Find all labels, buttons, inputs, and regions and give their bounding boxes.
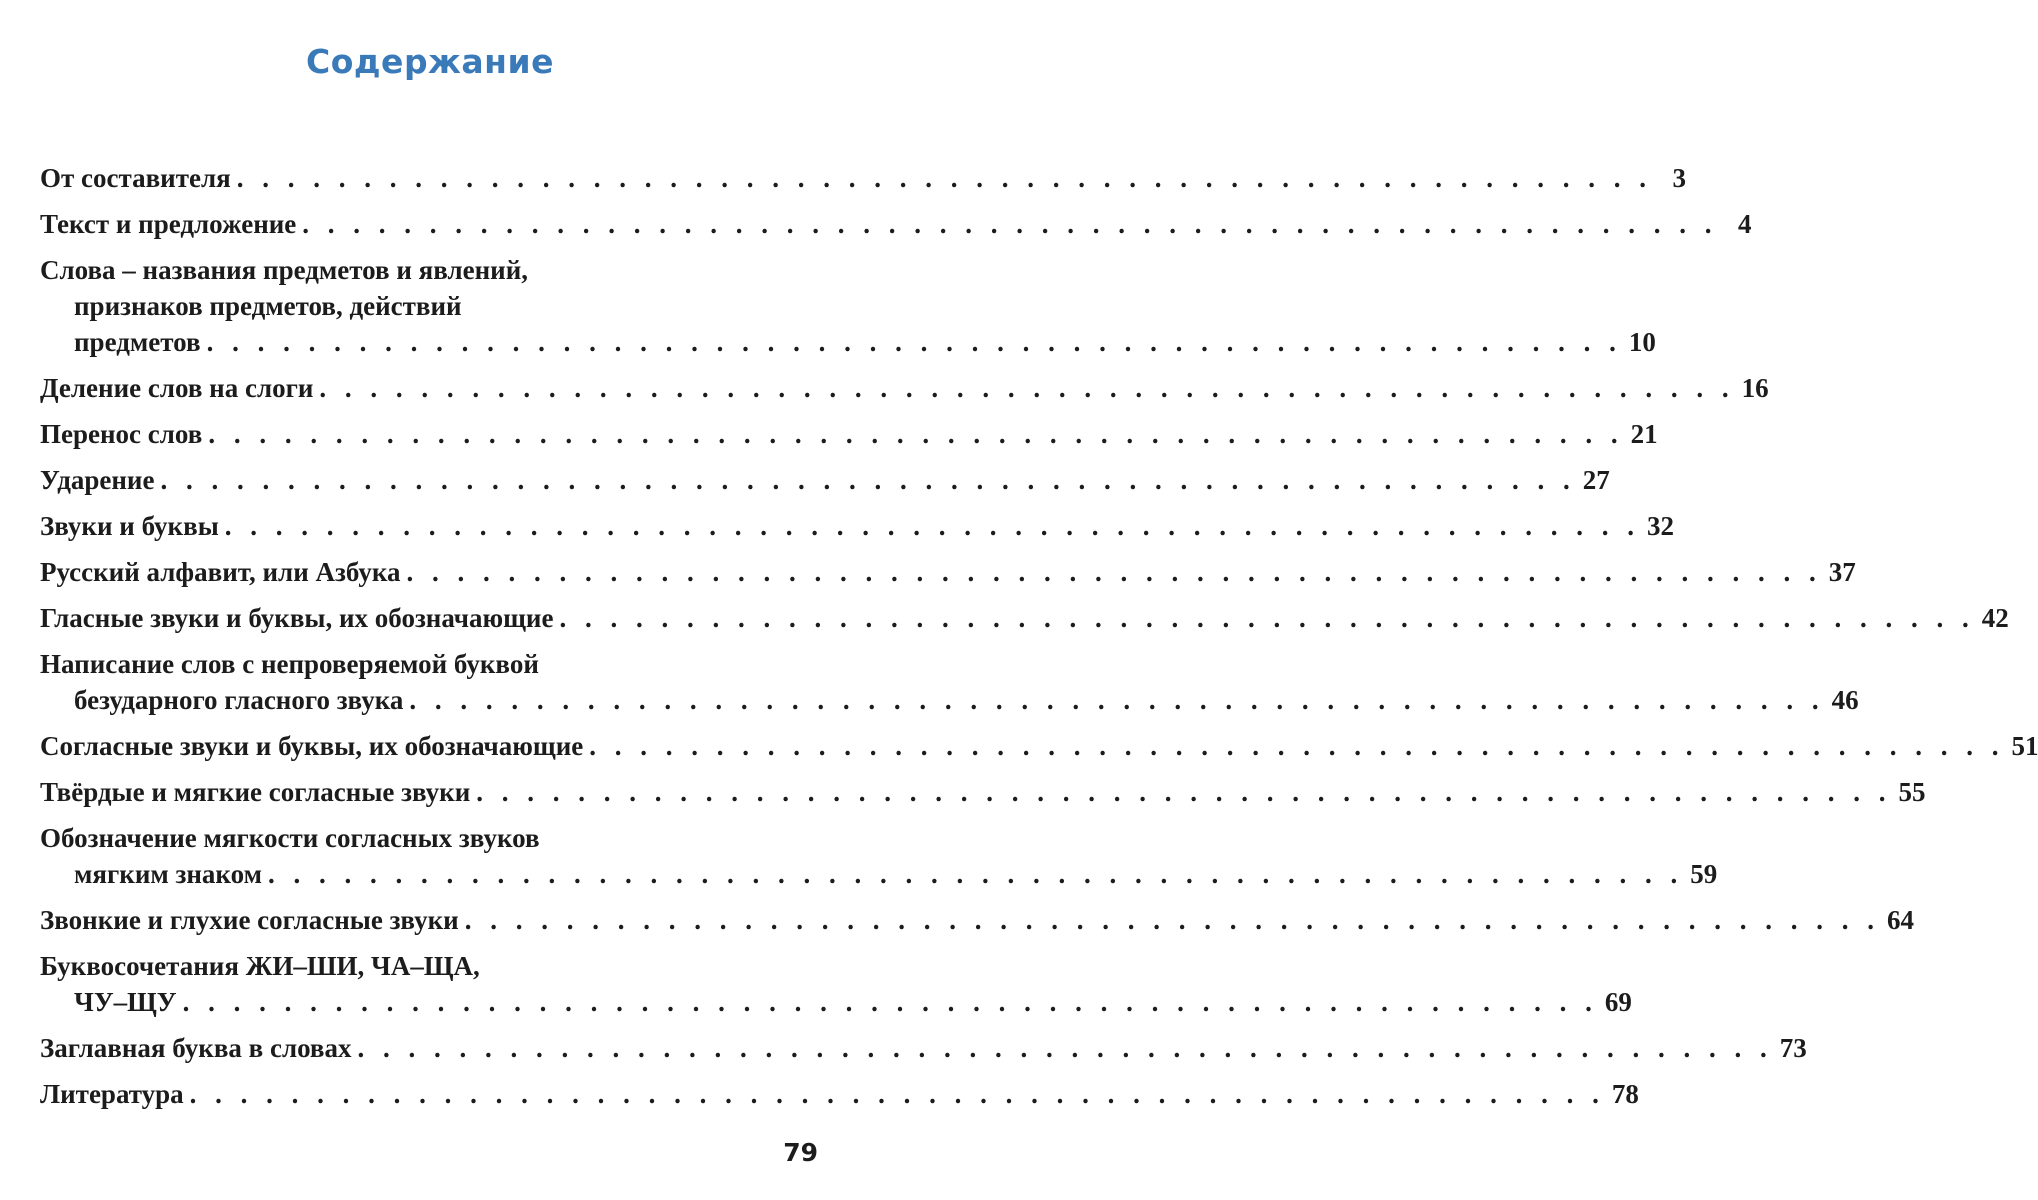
- dot-leader: . . . . . . . . . . . . . . . . . . . . . . . . . . . . . . . . . . . . . . . . . . . . . . . . . . . . . . . .: [208, 419, 1624, 449]
- toc-entry: [40, 416, 1658, 452]
- toc-entry-title: Звуки и буквы: [40, 511, 219, 541]
- toc-entry-title: Ударение: [40, 465, 155, 495]
- toc-entry-row: [40, 324, 1656, 360]
- toc-entry: [40, 370, 1769, 406]
- toc-entry-row: [40, 206, 1752, 242]
- toc-page-number: 37: [1828, 557, 1856, 587]
- dot-leader: . . . . . . . . . . . . . . . . . . . . . . . . . . . . . . . . . . . . . . . . . . . . . . . . . . . . . . . .: [409, 685, 1825, 715]
- toc-entry-row: [40, 984, 1632, 1020]
- toc-entry-title: Деление слов на слоги: [40, 373, 314, 403]
- dot-leader: . . . . . . . . . . . . . . . . . . . . . . . . . . . . . . . . . . . . . . . . . . . . . . . . . . . . . . . .: [268, 859, 1684, 889]
- toc-entry: [40, 160, 1686, 196]
- toc-entry-row: [40, 416, 1658, 452]
- toc-page-number: 42: [1981, 603, 2009, 633]
- toc-entry-title: Гласные звуки и буквы, их обозначающие: [40, 603, 554, 633]
- toc-entry-row: [40, 774, 1926, 810]
- dot-leader: . . . . . . . . . . . . . . . . . . . . . . . . . . . . . . . . . . . . . . . . . . . . . . . . . . . . . . . .: [302, 209, 1718, 239]
- page-number: 79: [783, 1138, 818, 1167]
- dot-leader: . . . . . . . . . . . . . . . . . . . . . . . . . . . . . . . . . . . . . . . . . . . . . . . . . . . . . . . .: [559, 603, 1975, 633]
- toc-entry-title: Русский алфавит, или Азбука: [40, 557, 401, 587]
- toc-entry: [40, 820, 1718, 892]
- toc-entry-row: [40, 1030, 1807, 1066]
- toc-entry: [40, 1030, 1807, 1066]
- dot-leader: . . . . . . . . . . . . . . . . . . . . . . . . . . . . . . . . . . . . . . . . . . . . . . . . . . . . . . . .: [357, 1033, 1773, 1063]
- toc-entry-row: [40, 508, 1675, 544]
- dot-leader: . . . . . . . . . . . . . . . . . . . . . . . . . . . . . . . . . . . . . . . . . . . . . . . . . . . . . . . .: [236, 163, 1652, 193]
- dot-leader: . . . . . . . . . . . . . . . . . . . . . . . . . . . . . . . . . . . . . . . . . . . . . . . . . . . . . . . .: [224, 511, 1641, 541]
- toc-entry-title: Текст и предложение: [40, 209, 297, 239]
- toc-page-number: 4: [1738, 209, 1752, 239]
- toc-entry-row: [40, 856, 1718, 892]
- toc-entry: [40, 774, 1926, 810]
- toc-entry-line: признаков предметов, действий: [74, 291, 462, 321]
- dot-leader: . . . . . . . . . . . . . . . . . . . . . . . . . . . . . . . . . . . . . . . . . . . . . . . . . . . . . . . .: [589, 731, 2005, 761]
- toc-entry-title: Перенос слов: [40, 419, 203, 449]
- toc-entry-row: [40, 554, 1856, 590]
- toc-page-number: 69: [1604, 987, 1632, 1017]
- dot-leader: . . . . . . . . . . . . . . . . . . . . . . . . . . . . . . . . . . . . . . . . . . . . . . . . . . . . . . . .: [189, 1079, 1605, 1109]
- dot-leader: . . . . . . . . . . . . . . . . . . . . . . . . . . . . . . . . . . . . . . . . . . . . . . . . . . . . . . . .: [206, 327, 1622, 357]
- toc-entry-title: безударного гласного звука: [74, 685, 404, 715]
- toc-entry-row: [40, 160, 1686, 196]
- toc-entry-row: [40, 462, 1610, 498]
- toc-entry-line: Слова – названия предметов и явлений,: [40, 255, 529, 285]
- toc-page-number: 21: [1630, 419, 1658, 449]
- dot-leader: . . . . . . . . . . . . . . . . . . . . . . . . . . . . . . . . . . . . . . . . . . . . . . . . . . . . . . . .: [476, 777, 1892, 807]
- toc-entry-title: Твёрдые и мягкие согласные звуки: [40, 777, 471, 807]
- toc-entry: [40, 600, 2009, 636]
- dot-leader: . . . . . . . . . . . . . . . . . . . . . . . . . . . . . . . . . . . . . . . . . . . . . . . . . . . . . . . .: [182, 987, 1598, 1017]
- toc-entry-title: Заглавная буква в словах: [40, 1033, 352, 1063]
- toc-entry: [40, 252, 1656, 360]
- toc-entry: [40, 902, 1914, 938]
- toc-entry-line: Написание слов с непроверяемой буквой: [40, 649, 539, 679]
- toc-entry-line: Обозначение мягкости согласных звуков: [40, 823, 540, 853]
- toc-entry-title: предметов: [74, 327, 201, 357]
- dot-leader: . . . . . . . . . . . . . . . . . . . . . . . . . . . . . . . . . . . . . . . . . . . . . . . . . . . . . . . .: [319, 373, 1735, 403]
- toc-entry-row: [40, 682, 1859, 718]
- toc-page-number: 46: [1831, 685, 1859, 715]
- toc-page-number: 3: [1672, 163, 1686, 193]
- toc-entry: [40, 948, 1632, 1020]
- toc-entry-row: [40, 902, 1914, 938]
- toc-page-number: 32: [1647, 511, 1675, 541]
- toc-entry-line: Буквосочетания ЖИ–ШИ, ЧА–ЩА,: [40, 951, 480, 981]
- toc-page-number: 64: [1886, 905, 1914, 935]
- toc-entry-title: ЧУ–ЩУ: [74, 987, 177, 1017]
- toc-entry-title: Литература: [40, 1079, 184, 1109]
- toc-entry-title: От составителя: [40, 163, 231, 193]
- toc-page-number: 78: [1611, 1079, 1639, 1109]
- dot-leader: . . . . . . . . . . . . . . . . . . . . . . . . . . . . . . . . . . . . . . . . . . . . . . . . . . . . . . . .: [160, 465, 1576, 495]
- toc-entry: [40, 206, 1752, 242]
- toc-entry-row: [40, 728, 2038, 764]
- toc-page-number: 73: [1779, 1033, 1807, 1063]
- toc-entry: [40, 1076, 1639, 1112]
- toc-entry: [40, 728, 2038, 764]
- toc-page-number: 51: [2011, 731, 2038, 761]
- dot-leader: . . . . . . . . . . . . . . . . . . . . . . . . . . . . . . . . . . . . . . . . . . . . . . . . . . . . . . . .: [406, 557, 1822, 587]
- toc-page-number: 55: [1898, 777, 1926, 807]
- toc-entry-row: [40, 600, 2009, 636]
- page-title: Содержание: [306, 42, 554, 81]
- toc-page-number: 10: [1628, 327, 1656, 357]
- toc-entry: [40, 462, 1610, 498]
- toc-entry-title: Звонкие и глухие согласные звуки: [40, 905, 459, 935]
- toc-entry-title: мягким знаком: [74, 859, 262, 889]
- toc-entry: [40, 554, 1856, 590]
- toc-entry-row: [40, 370, 1769, 406]
- toc-entry: [40, 508, 1675, 544]
- toc-entry: [40, 646, 1859, 718]
- table-of-contents: [40, 160, 2038, 1122]
- dot-leader: . . . . . . . . . . . . . . . . . . . . . . . . . . . . . . . . . . . . . . . . . . . . . . . . . . . . . . . .: [464, 905, 1880, 935]
- toc-page-number: 59: [1690, 859, 1718, 889]
- toc-page-number: 27: [1582, 465, 1610, 495]
- toc-page-number: 16: [1741, 373, 1769, 403]
- toc-entry-title: Согласные звуки и буквы, их обозначающие: [40, 731, 584, 761]
- toc-entry-row: [40, 1076, 1639, 1112]
